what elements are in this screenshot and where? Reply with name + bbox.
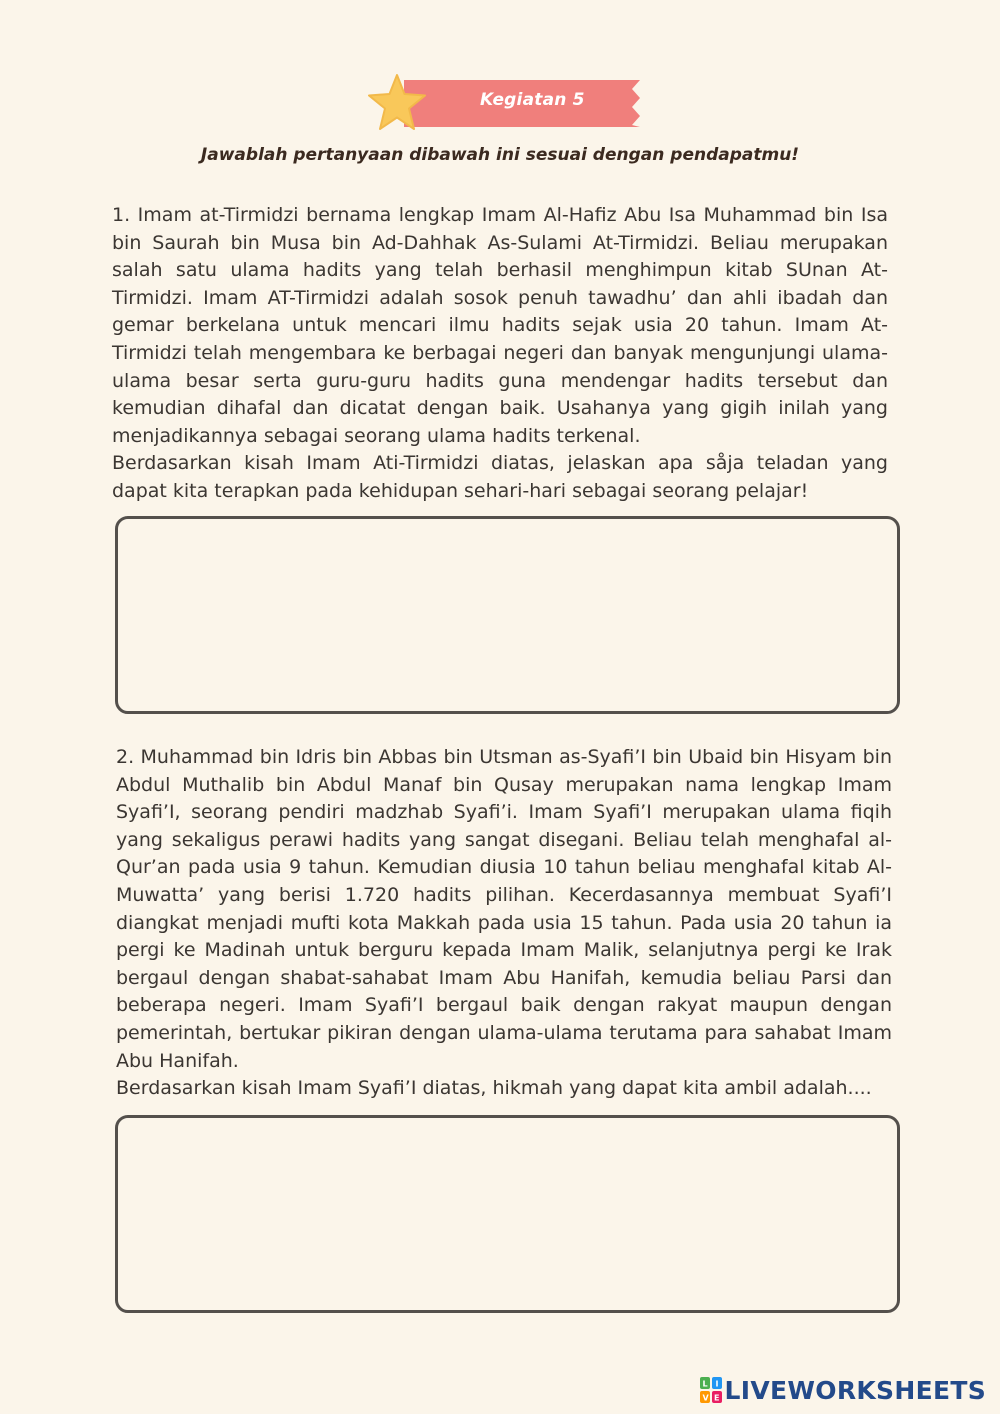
- question-1-story: 1. Imam at-Tirmidzi bernama lengkap Imam Al-Hafiz Abu Isa Muhammad bin Isa bin Saurah bin Musa bin Ad-Dahhak As-Sulami At-Tirmidzi. Beliau merupakan salah satu ulama hadits yang telah berhasil menghimpun kitab SUnan At-Tirmidzi. Imam AT-Tirmidzi adalah sosok penuh tawadhu’ dan ahli ibadah dan gemar berkelana untuk mencari ilmu hadits sejak usia 20 tahun. Imam At-Tirmidzi telah mengembara ke berbagai negeri dan banyak mengunjungi ulama-ulama besar serta guru-guru hadits guna mendengar hadits tersebut dan kemudian dihafal dan dicatat dengan baik. Usahanya yang gigih inilah yang menjadikannya sebagai seorang ulama hadits terkenal.: [112, 204, 888, 447]
- star-icon: [364, 72, 430, 136]
- question-2-prompt: Berdasarkan kisah Imam Syafi’I diatas, hikmah yang dapat kita ambil adalah....: [116, 1077, 872, 1100]
- activity-label: Kegiatan 5: [480, 90, 585, 110]
- instruction-heading: Jawablah pertanyaan dibawah ini sesuai dengan pendapatmu!: [200, 145, 800, 165]
- svg-text:I: I: [715, 1379, 719, 1389]
- liveworksheets-logo: [700, 1372, 986, 1408]
- answer-box-2[interactable]: [115, 1115, 900, 1313]
- question-2-story: 2. Muhammad bin Idris bin Abbas bin Utsman as-Syafi’I bin Ubaid bin Hisyam bin Abdul Muthalib bin Abdul Manaf bin Qusay merupakan nama lengkap Imam Syafi’I, seorang pendiri madzhab Syafi’i. Imam Syafi’I merupakan ulama fiqih yang sekaligus perawi hadits yang sangat disegani. Beliau telah menghafal al-Qur’an pada usia 9 tahun. Kemudian diusia 10 tahun beliau menghafal kitab Al-Muwatta’ yang berisi 1.720 hadits pilihan. Kecerdasannya membuat Syafi’I diangkat menjadi mufti kota Makkah pada usia 15 tahun. Pada usia 20 tahun ia pergi ke Madinah untuk berguru kepada Imam Malik, selanjutnya pergi ke Irak bergaul dengan shabat-sahabat Imam Abu Hanifah, kemudia beliau Parsi dan beberapa negeri. Imam Syafi’I bergaul baik dengan rakyat maupun dengan pemerintah, bertukar pikiran dengan ulama-ulama terutama para sahabat Imam Abu Hanifah.: [116, 746, 892, 1072]
- svg-text:E: E: [713, 1393, 720, 1403]
- question-1: [112, 202, 888, 506]
- svg-text:V: V: [702, 1393, 709, 1403]
- question-1-prompt: Berdasarkan kisah Imam Ati-Tirmidzi diatas, jelaskan apa såja teladan yang dapat kita terapkan pada kehidupan sehari-hari sebagai seorang pelajar!: [112, 452, 888, 502]
- brand-name: LIVEWORKSHEETS: [724, 1375, 986, 1405]
- activity-banner: [364, 72, 644, 136]
- svg-text:L: L: [702, 1379, 708, 1389]
- liveworksheets-icon: [700, 1377, 722, 1403]
- question-2: [116, 744, 892, 1103]
- answer-box-1[interactable]: [115, 516, 900, 714]
